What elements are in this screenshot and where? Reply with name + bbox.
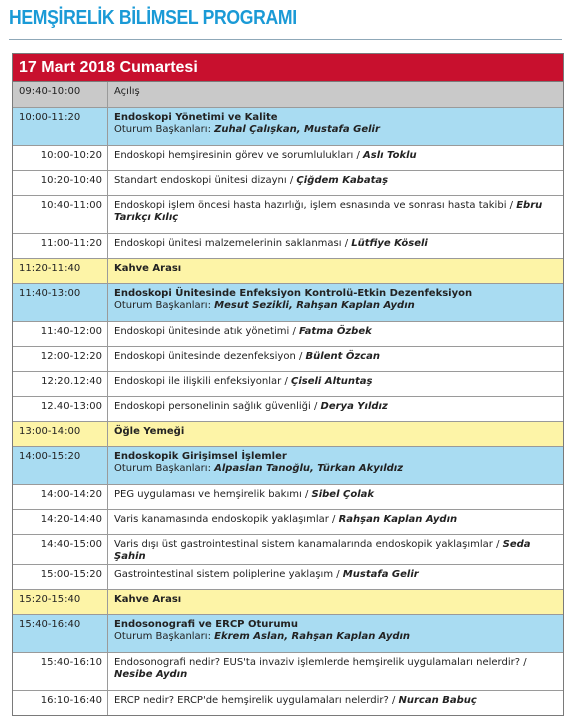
time-cell: 10:00-10:20 bbox=[13, 145, 108, 170]
talk-row bbox=[13, 690, 563, 715]
talk-title: Endoskopi ünitesinde dezenfeksiyon bbox=[114, 350, 296, 362]
time-cell: 14:20-14:40 bbox=[13, 509, 108, 534]
time-cell: 14:00-14:20 bbox=[13, 484, 108, 509]
time-cell: 10:40-11:00 bbox=[13, 195, 108, 233]
talk-row bbox=[13, 564, 563, 589]
speaker-name: Aslı Toklu bbox=[363, 149, 417, 161]
talk-title: Endoskopi personelinin sağlık güvenliği bbox=[114, 400, 311, 412]
content-cell: Endoskopi ünitesi malzemelerinin saklanması / Lütfiye Köseli bbox=[108, 233, 564, 258]
talk-row bbox=[13, 145, 563, 170]
talk-title: Standart endoskopi ünitesi dizaynı bbox=[114, 174, 287, 186]
time-cell: 14:00-15:20 bbox=[13, 446, 108, 484]
content-cell: ERCP nedir? ERCP'de hemşirelik uygulamaları nelerdir? / Nurcan Babuç bbox=[108, 690, 564, 715]
talk-title: Varis kanamasında endoskopik yaklaşımlar bbox=[114, 513, 329, 525]
speaker-name: Sibel Çolak bbox=[311, 488, 375, 500]
time-cell: 14:40-15:00 bbox=[13, 534, 108, 564]
time-cell: 11:40-13:00 bbox=[13, 283, 108, 321]
content-cell bbox=[108, 258, 564, 283]
speaker-name: Lütfiye Köseli bbox=[351, 237, 428, 249]
content-cell bbox=[108, 283, 564, 321]
speaker-name: Seda Şahin bbox=[114, 538, 531, 562]
time-cell: 15:40-16:40 bbox=[13, 614, 108, 652]
talk-row bbox=[13, 233, 563, 258]
chairs-label: Oturum Başkanları: bbox=[114, 631, 211, 642]
time-cell: 10:20-10:40 bbox=[13, 170, 108, 195]
program-rows bbox=[13, 82, 563, 715]
talk-title: Endosonografi nedir? EUS'ta invaziv işlemlerde hemşirelik uygulamaları nelerdir? bbox=[114, 656, 521, 668]
session-row bbox=[13, 614, 563, 652]
talk-title: Gastrointestinal sistem poliplerine yaklaşım bbox=[114, 568, 334, 580]
item-title: Kahve Arası bbox=[114, 593, 182, 605]
speaker-name: Bülent Özcan bbox=[305, 350, 380, 362]
content-cell: Endoskopi personelinin sağlık güvenliği / Derya Yıldız bbox=[108, 396, 564, 421]
content-cell: Endoskopi ünitesinde atık yönetimi / Fatma Özbek bbox=[108, 321, 564, 346]
speaker-name: Fatma Özbek bbox=[299, 325, 372, 337]
talk-row bbox=[13, 396, 563, 421]
talk-title: Endoskopi işlem öncesi hasta hazırlığı, işlem esnasında ve sonrası hasta takibi bbox=[114, 199, 507, 211]
time-cell: 12:00-12:20 bbox=[13, 346, 108, 371]
speaker-name: Nesibe Aydın bbox=[114, 669, 188, 680]
session-title: Endosonografi ve ERCP Oturumu bbox=[114, 618, 298, 630]
session-title: Endoskopi Ünitesinde Enfeksiyon Kontrolü-Etkin Dezenfeksiyon bbox=[114, 287, 473, 299]
talk-row bbox=[13, 371, 563, 396]
time-cell: 10:00-11:20 bbox=[13, 107, 108, 145]
content-cell: Endosonografi nedir? EUS'ta invaziv işlemlerde hemşirelik uygulamaları nelerdir? / Nesibe Aydın bbox=[108, 652, 564, 690]
talk-title: PEG uygulaması ve hemşirelik bakımı bbox=[114, 488, 302, 500]
content-cell: Endoskopi ünitesinde dezenfeksiyon / Bülent Özcan bbox=[108, 346, 564, 371]
content-cell bbox=[108, 589, 564, 614]
session-title: Endoskopi Yönetimi ve Kalite bbox=[114, 111, 278, 123]
date-header: 17 Mart 2018 Cumartesi bbox=[13, 54, 563, 82]
speaker-name: Nurcan Babuç bbox=[398, 694, 477, 706]
time-cell: 15:00-15:20 bbox=[13, 564, 108, 589]
chair-names: Alpaslan Tanoğlu, Türkan Akyıldız bbox=[214, 463, 404, 474]
talk-title: ERCP nedir? ERCP'de hemşirelik uygulamaları nelerdir? bbox=[114, 694, 389, 706]
content-cell: Standart endoskopi ünitesi dizaynı / Çiğdem Kabataş bbox=[108, 170, 564, 195]
talk-row bbox=[13, 652, 563, 690]
content-cell: Endoskopi ile ilişkili enfeksiyonlar / Çiseli Altuntaş bbox=[108, 371, 564, 396]
title-divider bbox=[9, 39, 562, 40]
content-cell: Varis kanamasında endoskopik yaklaşımlar / Rahşan Kaplan Aydın bbox=[108, 509, 564, 534]
talk-row bbox=[13, 321, 563, 346]
content-cell: Endoskopi hemşiresinin görev ve sorumlulukları / Aslı Toklu bbox=[108, 145, 564, 170]
chairs-label: Oturum Başkanları: bbox=[114, 463, 211, 474]
session-title: Endoskopik Girişimsel İşlemler bbox=[114, 450, 287, 462]
time-cell: 12:20.12:40 bbox=[13, 371, 108, 396]
session-row bbox=[13, 446, 563, 484]
content-cell bbox=[108, 446, 564, 484]
content-cell: Gastrointestinal sistem poliplerine yaklaşım / Mustafa Gelir bbox=[108, 564, 564, 589]
time-cell: 16:10-16:40 bbox=[13, 690, 108, 715]
opening-row bbox=[13, 82, 563, 107]
chair-names: Ekrem Aslan, Rahşan Kaplan Aydın bbox=[214, 631, 411, 642]
time-cell: 12.40-13:00 bbox=[13, 396, 108, 421]
speaker-name: Çiseli Altuntaş bbox=[291, 375, 373, 387]
talk-row bbox=[13, 484, 563, 509]
time-cell: 11:40-12:00 bbox=[13, 321, 108, 346]
content-cell bbox=[108, 421, 564, 446]
content-cell: PEG uygulaması ve hemşirelik bakımı / Sibel Çolak bbox=[108, 484, 564, 509]
chairs-label: Oturum Başkanları: bbox=[114, 124, 211, 135]
talk-title: Endoskopi ünitesi malzemelerinin saklanması bbox=[114, 237, 342, 249]
break-row bbox=[13, 421, 563, 446]
content-cell bbox=[108, 82, 564, 107]
speaker-name: Derya Yıldız bbox=[320, 400, 388, 412]
content-cell: Varis dışı üst gastrointestinal sistem kanamalarında endoskopik yaklaşımlar / Seda Şahin bbox=[108, 534, 564, 564]
chair-names: Zuhal Çalışkan, Mustafa Gelir bbox=[214, 124, 380, 135]
page-title: HEMŞİRELİK BİLİMSEL PROGRAMI bbox=[9, 6, 297, 29]
time-cell: 15:40-16:10 bbox=[13, 652, 108, 690]
session-row bbox=[13, 283, 563, 321]
program-table bbox=[12, 53, 564, 716]
item-title: Açılış bbox=[114, 86, 140, 97]
time-cell: 11:00-11:20 bbox=[13, 233, 108, 258]
item-title: Öğle Yemeği bbox=[114, 425, 185, 437]
talk-row bbox=[13, 170, 563, 195]
talk-title: Endoskopi ile ilişkili enfeksiyonlar bbox=[114, 375, 282, 387]
break-row bbox=[13, 258, 563, 283]
talk-title: Endoskopi ünitesinde atık yönetimi bbox=[114, 325, 290, 337]
time-cell: 15:20-15:40 bbox=[13, 589, 108, 614]
content-cell: Endoskopi işlem öncesi hasta hazırlığı, işlem esnasında ve sonrası hasta takibi / Ebru Tarıkçı Kılıç bbox=[108, 195, 564, 233]
item-title: Kahve Arası bbox=[114, 262, 182, 274]
talk-row bbox=[13, 534, 563, 564]
talk-title: Varis dışı üst gastrointestinal sistem kanamalarında endoskopik yaklaşımlar bbox=[114, 538, 493, 550]
chair-names: Mesut Sezikli, Rahşan Kaplan Aydın bbox=[214, 300, 415, 311]
session-row bbox=[13, 107, 563, 145]
talk-row bbox=[13, 509, 563, 534]
content-cell bbox=[108, 107, 564, 145]
time-cell: 11:20-11:40 bbox=[13, 258, 108, 283]
speaker-name: Mustafa Gelir bbox=[342, 568, 419, 580]
time-cell: 09:40-10:00 bbox=[13, 82, 108, 107]
speaker-name: Çiğdem Kabataş bbox=[296, 174, 389, 186]
talk-row bbox=[13, 195, 563, 233]
time-cell: 13:00-14:00 bbox=[13, 421, 108, 446]
content-cell bbox=[108, 614, 564, 652]
speaker-name: Ebru Tarıkçı Kılıç bbox=[114, 199, 543, 223]
break-row bbox=[13, 589, 563, 614]
speaker-name: Rahşan Kaplan Aydın bbox=[338, 513, 458, 525]
talk-row bbox=[13, 346, 563, 371]
chairs-label: Oturum Başkanları: bbox=[114, 300, 211, 311]
talk-title: Endoskopi hemşiresinin görev ve sorumlulukları bbox=[114, 149, 354, 161]
